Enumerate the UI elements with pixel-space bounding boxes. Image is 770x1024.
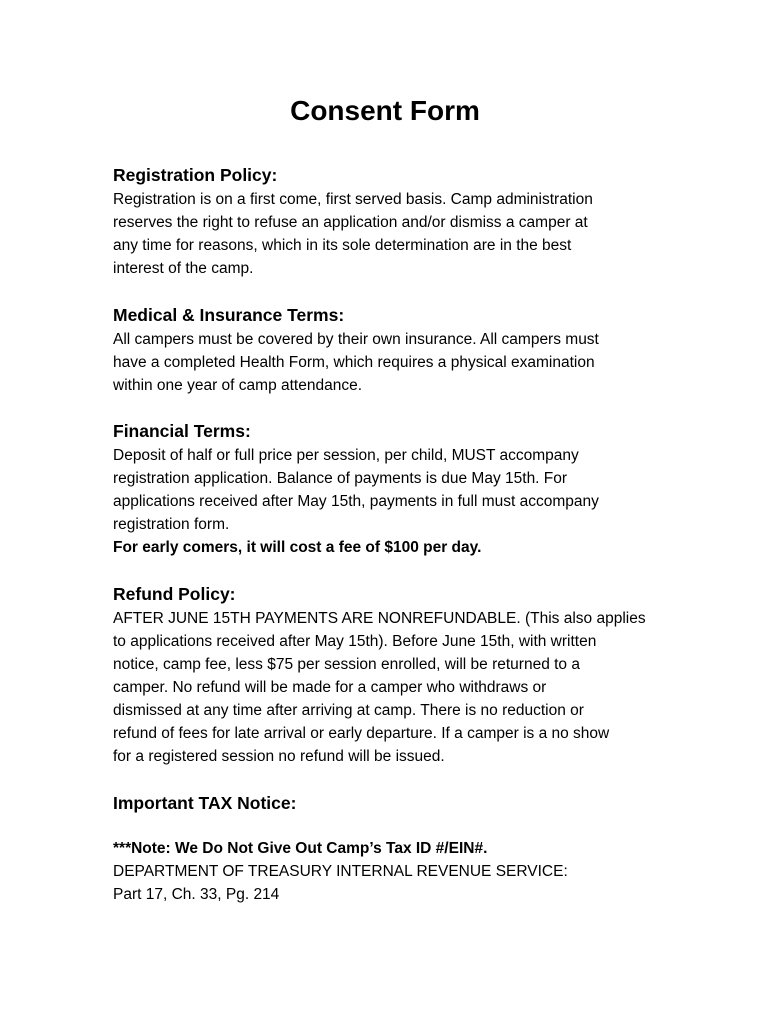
page-title: Consent Form [290,95,480,126]
early-comer-fee-notice: For early comers, it will cost a fee of $100 per day. [113,539,482,556]
refund-policy-text [113,607,673,768]
medical-insurance-text [113,328,673,397]
text-line: for a registered session no refund will be issued. [113,748,445,765]
text-line: applications received after May 15th, payments in full must accompany [113,493,599,510]
text-line: registration form. [113,516,230,533]
text-line: AFTER JUNE 15TH PAYMENTS ARE NONREFUNDABLE. (This also applies [113,610,646,627]
medical-insurance-section [113,303,673,397]
text-line: camper. No refund will be made for a camper who withdraws or [113,679,547,696]
text-line: All campers must be covered by their own insurance. All campers must [113,331,599,348]
tax-notice-details [113,837,673,906]
registration-policy-section [113,163,673,280]
text-line: Registration is on a first come, first served basis. Camp administration [113,191,593,208]
text-line: DEPARTMENT OF TREASURY INTERNAL REVENUE SERVICE: [113,863,568,880]
text-line: Deposit of half or full price per session, per child, MUST accompany [113,447,579,464]
text-line: to applications received after May 15th). Before June 15th, with written [113,633,597,650]
financial-terms-heading: Financial Terms: [113,421,251,441]
tax-notice-heading: Important TAX Notice: [113,793,297,813]
text-line: notice, camp fee, less $75 per session enrolled, will be returned to a [113,656,580,673]
registration-policy-heading: Registration Policy: [113,165,278,185]
financial-terms-text [113,444,673,559]
text-line: registration application. Balance of payments is due May 15th. For [113,470,568,487]
text-line: Part 17, Ch. 33, Pg. 214 [113,886,280,903]
text-line: within one year of camp attendance. [113,377,363,394]
tax-notice-section [113,791,673,816]
text-line: reserves the right to refuse an application and/or dismiss a camper at [113,214,588,231]
tax-id-note: ***Note: We Do Not Give Out Camp’s Tax ID #/EIN#. [113,840,488,857]
tax-notice-text [113,837,673,906]
medical-insurance-heading: Medical & Insurance Terms: [113,305,345,325]
text-line: any time for reasons, which in its sole determination are in the best [113,237,572,254]
text-line: have a completed Health Form, which requires a physical examination [113,354,595,371]
registration-policy-text [113,188,673,280]
text-line: refund of fees for late arrival or early departure. If a camper is a no show [113,725,610,742]
refund-policy-section [113,582,673,768]
text-line: dismissed at any time after arriving at camp. There is no reduction or [113,702,584,719]
refund-policy-heading: Refund Policy: [113,584,236,604]
financial-terms-section [113,419,673,559]
text-line: interest of the camp. [113,260,254,277]
